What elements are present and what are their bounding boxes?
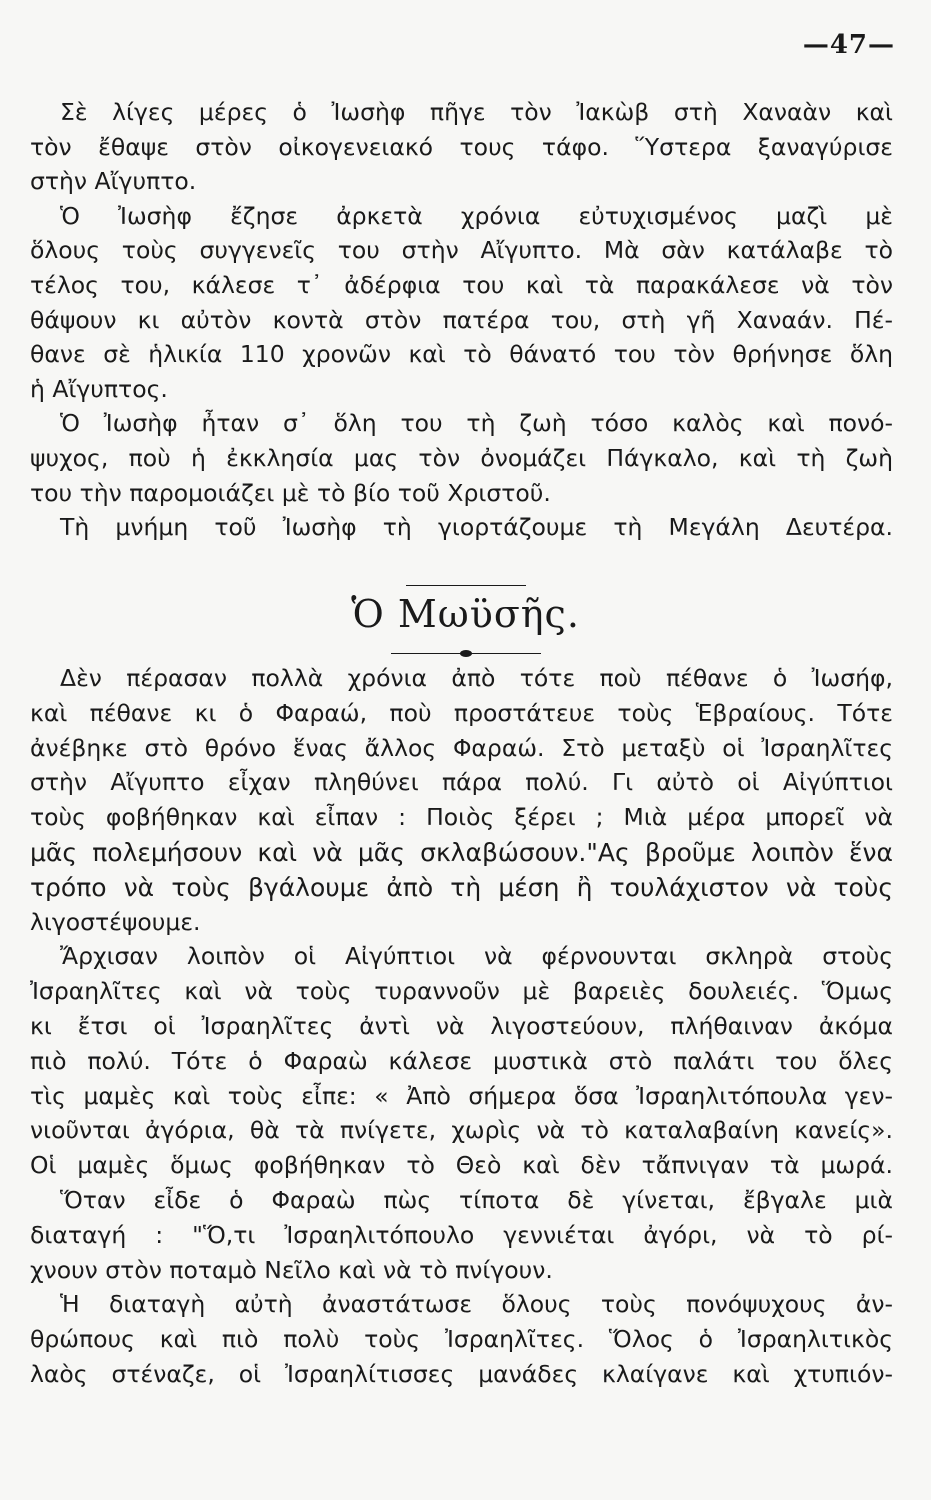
text-line: Σὲ λίγες μέρες ὁ Ἰωσὴφ πῆγε τὸν Ἰακὼβ στὴ Χαναὰν καὶ bbox=[60, 98, 893, 126]
text-line: ἡ Αἴγυπτος. bbox=[30, 374, 168, 403]
text-line: ψυχος, ποὺ ἡ ἐκκλησία μας τὸν ὀνομάζει Πάγκαλο, καὶ τὴ ζωὴ bbox=[30, 443, 893, 472]
section-joseph-text bbox=[30, 98, 893, 548]
text-line: στὴν Αἴγυπτο εἶχαν πληθύνει πάρα πολύ. Γι αὐτὸ οἱ Αἰγύπτιοι bbox=[30, 768, 893, 797]
text-line: τέλος του, κάλεσε τ᾽ ἀδέρφια του καὶ τὰ παρακάλεσε νὰ τὸν bbox=[30, 270, 893, 299]
heading-rule-top bbox=[406, 585, 526, 586]
text-line: Ὅταν εἶδε ὁ Φαραὼ πὼς τίποτα δὲ γίνεται, ἔβγαλε μιὰ bbox=[60, 1185, 893, 1214]
text-line: λαὸς στέναζε, οἱ Ἰσραηλίτισσες μανάδες κλαίγανε καὶ χτυπιόν- bbox=[30, 1359, 893, 1388]
text-line: χνουν στὸν ποταμὸ Νεῖλο καὶ νὰ τὸ πνίγουν. bbox=[30, 1255, 553, 1284]
text-line: τρόπο νὰ τοὺς βγάλουμε ἀπὸ τὴ μέση ἢ τουλάχιστον νὰ τοὺς bbox=[30, 872, 893, 902]
text-line: θρώπους καὶ πιὸ πολὺ τοὺς Ἰσραηλῖτες. Ὅλος ὁ Ἰσραηλιτικὸς bbox=[30, 1325, 893, 1354]
text-line: Ἡ διαταγὴ αὐτὴ ἀναστάτωσε ὅλους τοὺς πονόψυχους ἀν- bbox=[60, 1290, 893, 1319]
text-line: Ἄρχισαν λοιπὸν οἱ Αἰγύπτιοι νὰ φέρνουνται σκληρὰ στοὺς bbox=[60, 942, 893, 971]
section-moses-text bbox=[30, 664, 893, 1395]
text-line: τοὺς φοβήθηκαν καὶ εἶπαν : Ποιὸς ξέρει ; Μιὰ μέρα μπορεῖ νὰ bbox=[30, 803, 893, 832]
heading-rule-ornament bbox=[391, 653, 541, 654]
text-line: του τὴν παρομοιάζει μὲ τὸ βίο τοῦ Χριστοῦ. bbox=[30, 478, 551, 507]
text-line: θάψουν κι αὐτὸν κοντὰ στὸν πατέρα του, στὴ γῆ Χαναάν. Πέ- bbox=[30, 305, 893, 334]
text-line: Ὁ Ἰωσὴφ ἔζησε ἀρκετὰ χρόνια εὐτυχισμένος μαζὶ μὲ bbox=[60, 201, 893, 230]
text-line: θανε σὲ ἡλικία 110 χρονῶν καὶ τὸ θάνατό του τὸν θρήνησε ὅλη bbox=[30, 340, 893, 369]
text-line: Δὲν πέρασαν πολλὰ χρόνια ἀπὸ τότε ποὺ πέθανε ὁ Ἰωσήφ, bbox=[60, 664, 893, 692]
text-line: διαταγή : "Ὅ,τι Ἰσραηλιτόπουλο γεννιέται ἀγόρι, νὰ τὸ ρί- bbox=[30, 1220, 893, 1249]
text-line: πιὸ πολύ. Τότε ὁ Φαραὼ κάλεσε μυστικὰ στὸ παλάτι του ὅλες bbox=[30, 1046, 893, 1075]
text-line: στὴν Αἴγυπτο. bbox=[30, 167, 197, 196]
text-line: ἀνέβηκε στὸ θρόνο ἕνας ἄλλος Φαραώ. Στὸ μεταξὺ οἱ Ἰσραηλῖτες bbox=[30, 733, 893, 762]
page-number: —47— bbox=[802, 30, 895, 60]
text-line: τὶς μαμὲς καὶ τοὺς εἶπε: « Ἀπὸ σήμερα ὅσα Ἰσραηλιτόπουλα γεν- bbox=[30, 1081, 893, 1110]
text-line: καὶ πέθανε κι ὁ Φαραώ, ποὺ προστάτευε τοὺς Ἑβραίους. Τότε bbox=[30, 698, 893, 727]
text-line: Οἱ μαμὲς ὅμως φοβήθηκαν τὸ Θεὸ καὶ δὲν τἄπνιγαν τὰ μωρά. bbox=[30, 1151, 893, 1180]
text-line: κι ἔτσι οἱ Ἰσραηλῖτες ἀντὶ νὰ λιγοστεύουν, πλήθαιναν ἀκόμα bbox=[30, 1011, 893, 1040]
text-line: λιγοστέψουμε. bbox=[30, 907, 201, 936]
text-line: Ὁ Ἰωσὴφ ἦταν σ᾽ ὅλη του τὴ ζωὴ τόσο καλὸς καὶ πονό- bbox=[60, 409, 893, 438]
text-line: τὸν ἔθαψε στὸν οἰκογενειακό τους τάφο. Ὕστερα ξαναγύρισε bbox=[30, 132, 893, 161]
text-line: μᾶς πολεμήσουν καὶ νὰ μᾶς σκλαβώσουν."Ας βροῦμε λοιπὸν ἕνα bbox=[30, 837, 893, 867]
section-heading: Ὁ Μωϋσῆς. bbox=[351, 592, 580, 636]
text-line: Ἰσραηλῖτες καὶ νὰ τοὺς τυραννοῦν μὲ βαρειὲς δουλειές. Ὅμως bbox=[30, 977, 893, 1006]
text-line: Τὴ μνήμη τοῦ Ἰωσὴφ τὴ γιορτάζουμε τὴ Μεγάλη Δευτέρα. bbox=[60, 513, 893, 542]
text-line: ὅλους τοὺς συγγενεῖς του στὴν Αἴγυπτο. Μὰ σὰν κατάλαβε τὸ bbox=[30, 236, 893, 265]
text-line: νιοῦνται ἀγόρια, θὰ τὰ πνίγετε, χωρὶς νὰ τὸ καταλαβαίνη κανείς». bbox=[30, 1116, 893, 1145]
